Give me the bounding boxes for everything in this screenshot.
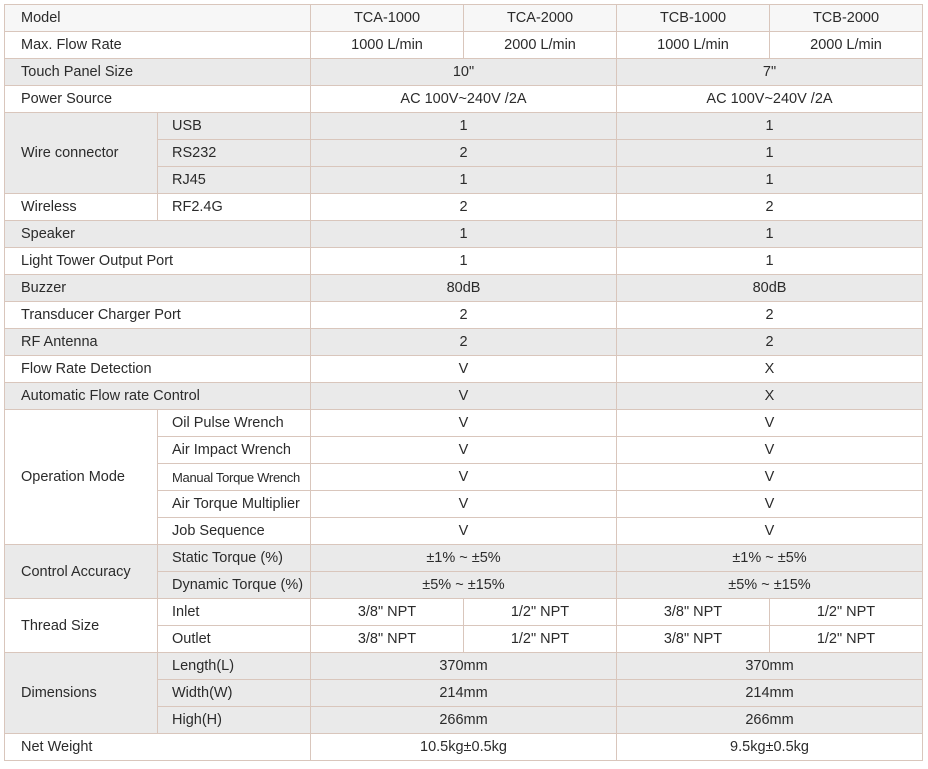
cell-value: 2 — [617, 329, 923, 356]
sub-label: Manual Torque Wrench — [158, 464, 311, 491]
sub-label: Job Sequence — [158, 518, 311, 545]
row-label: Thread Size — [5, 599, 158, 653]
cell-value: 3/8" NPT — [617, 626, 770, 653]
table-row — [5, 221, 923, 248]
row-label: Max. Flow Rate — [5, 32, 311, 59]
table-row — [5, 194, 923, 221]
cell-value: 370mm — [311, 653, 617, 680]
cell-value: X — [617, 356, 923, 383]
cell-value: ±5% ~ ±15% — [311, 572, 617, 599]
cell-value: V — [617, 437, 923, 464]
cell-value: 1 — [617, 167, 923, 194]
cell-value: 3/8" NPT — [311, 626, 464, 653]
cell-value: 9.5kg±0.5kg — [617, 734, 923, 761]
header-row — [5, 5, 923, 32]
cell-value: V — [617, 518, 923, 545]
table-row — [5, 383, 923, 410]
cell-value: 1 — [311, 167, 617, 194]
model-name: TCA-1000 — [311, 5, 464, 32]
row-label: RF Antenna — [5, 329, 311, 356]
table-row — [5, 734, 923, 761]
sub-label: Inlet — [158, 599, 311, 626]
cell-value: 1000 L/min — [311, 32, 464, 59]
cell-value: V — [617, 410, 923, 437]
table-row — [5, 653, 923, 680]
cell-value: V — [617, 464, 923, 491]
model-name: TCB-1000 — [617, 5, 770, 32]
row-label: Wire connector — [5, 113, 158, 194]
table-row — [5, 248, 923, 275]
cell-value: 1000 L/min — [617, 32, 770, 59]
cell-value: 2000 L/min — [464, 32, 617, 59]
row-label: Transducer Charger Port — [5, 302, 311, 329]
cell-value: 1 — [311, 113, 617, 140]
cell-value: V — [311, 464, 617, 491]
sub-label: RF2.4G — [158, 194, 311, 221]
cell-value: 2 — [311, 194, 617, 221]
sub-label: Length(L) — [158, 653, 311, 680]
cell-value: 80dB — [311, 275, 617, 302]
cell-value: 80dB — [617, 275, 923, 302]
cell-value: 2 — [311, 302, 617, 329]
cell-value: 266mm — [617, 707, 923, 734]
model-name: TCB-2000 — [770, 5, 923, 32]
cell-value: 214mm — [617, 680, 923, 707]
cell-value: ±5% ~ ±15% — [617, 572, 923, 599]
sub-label: Width(W) — [158, 680, 311, 707]
sub-label: Oil Pulse Wrench — [158, 410, 311, 437]
cell-value: V — [311, 437, 617, 464]
cell-value: V — [617, 491, 923, 518]
row-label: Operation Mode — [5, 410, 158, 545]
cell-value: 1 — [617, 113, 923, 140]
table-row — [5, 356, 923, 383]
cell-value: 2 — [311, 140, 617, 167]
table-row — [5, 545, 923, 572]
table-row — [5, 32, 923, 59]
cell-value: 3/8" NPT — [311, 599, 464, 626]
sub-label: Static Torque (%) — [158, 545, 311, 572]
cell-value: 1 — [617, 140, 923, 167]
cell-value: 266mm — [311, 707, 617, 734]
cell-value: 1 — [311, 248, 617, 275]
spec-table — [4, 4, 923, 761]
cell-value: 1 — [311, 221, 617, 248]
table-row — [5, 275, 923, 302]
cell-value: 214mm — [311, 680, 617, 707]
cell-value: 1/2" NPT — [464, 626, 617, 653]
row-label: Dimensions — [5, 653, 158, 734]
cell-value: AC 100V~240V /2A — [617, 86, 923, 113]
cell-value: 10" — [311, 59, 617, 86]
table-row — [5, 113, 923, 140]
row-label: Speaker — [5, 221, 311, 248]
table-row — [5, 329, 923, 356]
row-label: Touch Panel Size — [5, 59, 311, 86]
row-label: Control Accuracy — [5, 545, 158, 599]
cell-value: ±1% ~ ±5% — [617, 545, 923, 572]
row-label: Light Tower Output Port — [5, 248, 311, 275]
table-row — [5, 302, 923, 329]
cell-value: ±1% ~ ±5% — [311, 545, 617, 572]
cell-value: 2 — [311, 329, 617, 356]
cell-value: 3/8" NPT — [617, 599, 770, 626]
cell-value: 1 — [617, 248, 923, 275]
row-label: Buzzer — [5, 275, 311, 302]
model-name: TCA-2000 — [464, 5, 617, 32]
cell-value: 370mm — [617, 653, 923, 680]
cell-value: 1/2" NPT — [770, 599, 923, 626]
table-row — [5, 599, 923, 626]
cell-value: V — [311, 491, 617, 518]
table-row — [5, 410, 923, 437]
sub-label: High(H) — [158, 707, 311, 734]
cell-value: 10.5kg±0.5kg — [311, 734, 617, 761]
cell-value: V — [311, 383, 617, 410]
sub-label: RS232 — [158, 140, 311, 167]
row-label: Automatic Flow rate Control — [5, 383, 311, 410]
cell-value: 1/2" NPT — [464, 599, 617, 626]
sub-label: Air Torque Multiplier — [158, 491, 311, 518]
row-label: Power Source — [5, 86, 311, 113]
cell-value: V — [311, 410, 617, 437]
sub-label: USB — [158, 113, 311, 140]
cell-value: 1 — [617, 221, 923, 248]
cell-value: V — [311, 356, 617, 383]
cell-value: AC 100V~240V /2A — [311, 86, 617, 113]
cell-value: 1/2" NPT — [770, 626, 923, 653]
table-row — [5, 86, 923, 113]
sub-label: Outlet — [158, 626, 311, 653]
sub-label: RJ45 — [158, 167, 311, 194]
sub-label: Air Impact Wrench — [158, 437, 311, 464]
cell-value: X — [617, 383, 923, 410]
sub-label: Dynamic Torque (%) — [158, 572, 311, 599]
row-label: Flow Rate Detection — [5, 356, 311, 383]
cell-value: 2 — [617, 194, 923, 221]
cell-value: 2 — [617, 302, 923, 329]
model-label: Model — [5, 5, 311, 32]
cell-value: 2000 L/min — [770, 32, 923, 59]
row-label: Wireless — [5, 194, 158, 221]
cell-value: 7" — [617, 59, 923, 86]
row-label: Net Weight — [5, 734, 311, 761]
table-row — [5, 59, 923, 86]
cell-value: V — [311, 518, 617, 545]
